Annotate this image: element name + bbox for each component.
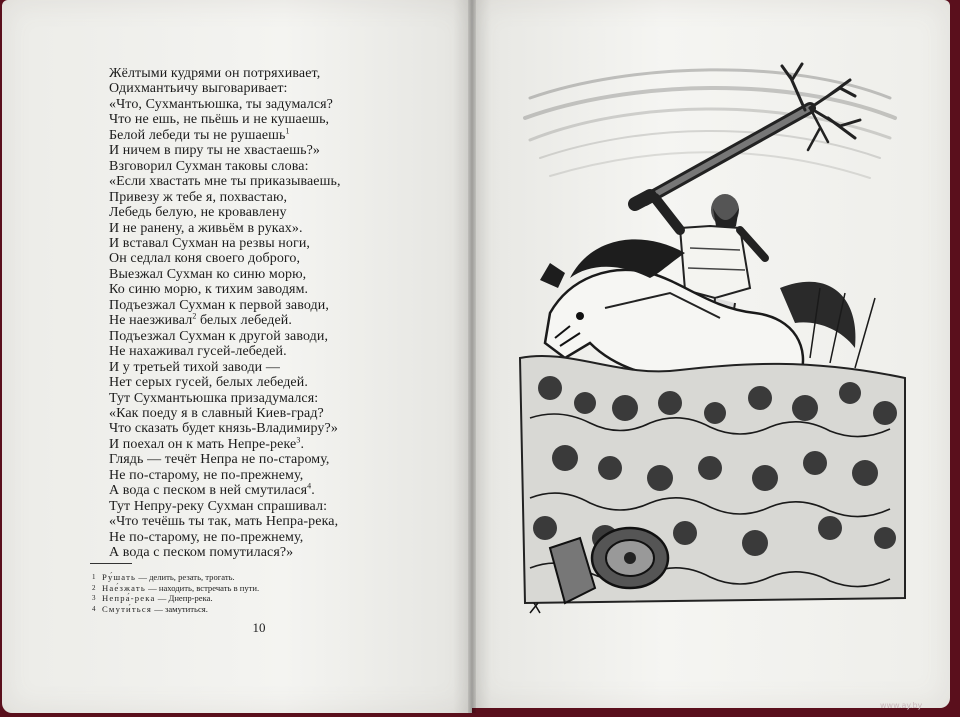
poem-line-tail: . bbox=[300, 436, 305, 452]
poem-line-text: Взговорил Сухман таковы слова: bbox=[109, 158, 309, 174]
footnote-marker: 2 bbox=[192, 311, 197, 321]
poem-line bbox=[109, 221, 449, 236]
poem-line bbox=[109, 236, 449, 251]
footnote-definition: — находить, встречать в пути. bbox=[145, 582, 260, 593]
poem-line bbox=[109, 267, 449, 282]
poem-line bbox=[109, 406, 449, 421]
poem-line-text: Жёлтыми кудрями он потряхивает, bbox=[109, 66, 321, 81]
poem-line bbox=[109, 97, 449, 112]
poem-line-text: Что не ешь, не пьёшь и не кушаешь, bbox=[109, 112, 330, 128]
poem-line bbox=[109, 344, 449, 359]
poem-line bbox=[109, 391, 449, 406]
artist-monogram bbox=[530, 603, 540, 613]
poem-line-text: «Если хвастать мне ты приказываешь, bbox=[109, 174, 341, 190]
poem-line-text: Подъезжал Сухман к другой заводи, bbox=[109, 328, 329, 344]
poem-line bbox=[109, 468, 449, 483]
poem-line-text: Тут Непру-реку Сухман спрашивал: bbox=[109, 498, 328, 514]
poem-line-text: И не ранену, а живьём в руках». bbox=[109, 220, 303, 236]
poem-line bbox=[109, 360, 449, 375]
footnote-definition: — Днепр-река. bbox=[155, 593, 213, 603]
footnote-term: Ру́шать bbox=[102, 572, 137, 582]
poem-line-text: А вода с песком помутилася?» bbox=[109, 545, 294, 561]
poem-line bbox=[109, 298, 449, 313]
poem-line bbox=[109, 329, 449, 344]
poem-line bbox=[109, 251, 449, 266]
footnote-marker: 1 bbox=[285, 126, 290, 136]
poem-line bbox=[109, 112, 449, 127]
poem-line bbox=[109, 452, 449, 467]
footnote-item bbox=[92, 583, 432, 594]
poem-line bbox=[109, 375, 449, 390]
footnote-item bbox=[92, 572, 432, 583]
left-page bbox=[2, 0, 472, 713]
poem-line-text: «Что течёшь ты так, мать Непра-река, bbox=[109, 514, 339, 530]
poem-line bbox=[109, 66, 449, 81]
poem-line bbox=[109, 499, 449, 514]
poem-line-text: Привезу ж тебе я, похвастаю, bbox=[109, 189, 288, 205]
footnote-item bbox=[92, 604, 432, 615]
footnote-definition: — делить, резать, трогать. bbox=[136, 572, 235, 582]
poem-line bbox=[109, 205, 449, 220]
poem-line bbox=[109, 174, 449, 189]
poem-line-text: Одихмантьичу выговаривает: bbox=[109, 81, 288, 97]
footnote-term: Непра́-река bbox=[102, 593, 156, 603]
footnote-rule bbox=[90, 563, 132, 564]
poem-line bbox=[109, 514, 449, 529]
poem-line-text: И вставал Сухман на резвы ноги, bbox=[109, 235, 311, 251]
poem-line-text: Он седлал коня своего доброго, bbox=[109, 251, 301, 267]
footnote-marker: 3 bbox=[296, 435, 301, 445]
poem-line-tail: . bbox=[311, 483, 315, 499]
poem-line bbox=[109, 81, 449, 96]
poem-line-text: Не наезживал bbox=[109, 313, 193, 329]
poem-line bbox=[109, 143, 449, 158]
poem-line-text: Не по-старому, не по-прежнему, bbox=[109, 529, 304, 545]
poem-line-text: Не по-старому, не по-прежнему, bbox=[109, 467, 304, 483]
poem-line-text: А вода с песком в ней смутилася bbox=[109, 483, 308, 499]
poem-text bbox=[109, 66, 449, 561]
poem-line-text: Тут Сухмантьюшка призадумался: bbox=[109, 390, 319, 406]
poem-line bbox=[109, 190, 449, 205]
poem-line-text: Подъезжал Сухман к первой заводи, bbox=[109, 297, 329, 313]
poem-line bbox=[109, 421, 449, 436]
footnotes bbox=[92, 572, 432, 614]
poem-line-tail: белых лебедей. bbox=[196, 313, 292, 329]
footnote-number: 2 bbox=[92, 583, 96, 592]
footnote-term: Нае́зжать bbox=[102, 582, 146, 593]
poem-line bbox=[109, 313, 449, 328]
tree-club bbox=[635, 64, 860, 204]
poem-line-text: Нет серых гусей, белых лебедей. bbox=[109, 375, 308, 391]
poem-line-text: «Как поеду я в славный Киев-град? bbox=[109, 405, 324, 421]
poem-line-text: И ничем в пиру ты не хвастаешь?» bbox=[109, 143, 320, 159]
footnote-marker: 4 bbox=[307, 481, 312, 491]
footnote-item bbox=[92, 593, 432, 604]
poem-line-text: И поехал он к мать Непре-реке bbox=[109, 436, 297, 452]
footnote-term: Смути́ться bbox=[102, 603, 153, 614]
book-gutter bbox=[468, 0, 476, 713]
poem-line-text: И у третьей тихой заводи — bbox=[109, 359, 280, 375]
page-number: 10 bbox=[252, 620, 266, 635]
poem-line bbox=[109, 483, 449, 498]
watermark: www.ay.by bbox=[880, 701, 923, 710]
poem-line bbox=[109, 128, 449, 143]
poem-line-text: Выезжал Сухман ко синю морю, bbox=[109, 266, 307, 282]
poem-line-text: Ко синю морю, к тихим заводям. bbox=[109, 282, 309, 298]
poem-line-text: Что сказать будет князь-Владимиру?» bbox=[109, 421, 338, 437]
shield bbox=[592, 528, 668, 588]
poem-line-text: Глядь — течёт Непра не по-старому, bbox=[109, 452, 330, 468]
poem-line bbox=[109, 159, 449, 174]
poem-line bbox=[109, 530, 449, 545]
poem-line-text: «Что, Сухмантьюшка, ты задумался? bbox=[109, 96, 333, 112]
footnote-definition: — замутиться. bbox=[152, 603, 208, 614]
footnote-number: 1 bbox=[92, 573, 96, 581]
illustration-rider-battle bbox=[510, 58, 910, 618]
poem-line-text: Лебедь белую, не кровавлену bbox=[109, 205, 287, 221]
footnote-number: 4 bbox=[92, 604, 96, 613]
poem-line-text: Не нахаживал гусей-лебедей. bbox=[109, 344, 287, 360]
footnote-number: 3 bbox=[92, 594, 96, 602]
poem-line bbox=[109, 282, 449, 297]
poem-line-text: Белой лебеди ты не рушаешь bbox=[109, 127, 286, 143]
poem-line bbox=[109, 545, 449, 560]
poem-line bbox=[109, 437, 449, 452]
